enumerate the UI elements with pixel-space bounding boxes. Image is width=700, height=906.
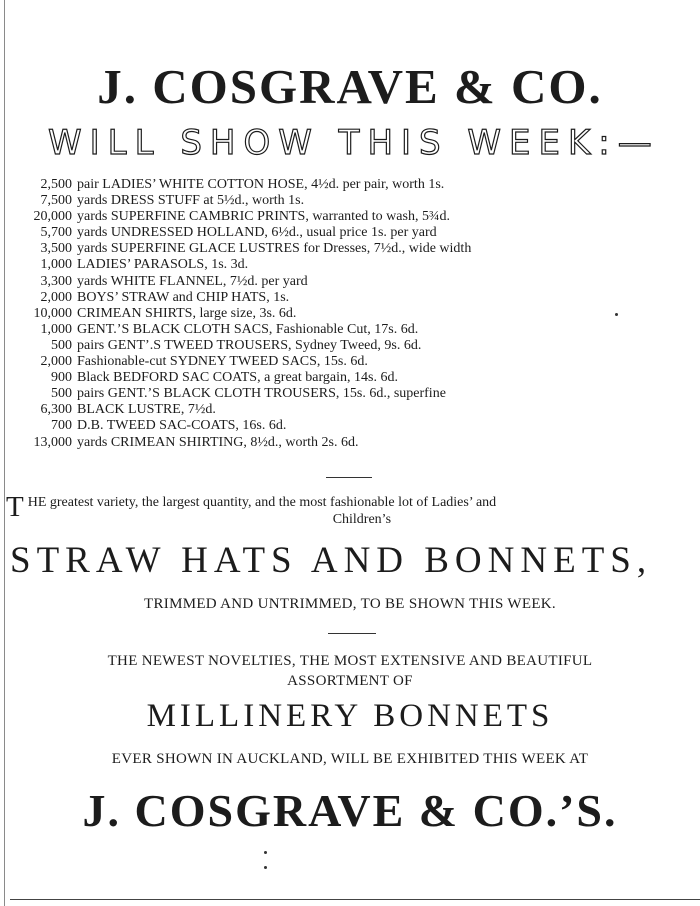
list-item xyxy=(18,370,471,386)
item-description: Fashionable-cut SYDNEY TWEED SACS, 15s. 6d. xyxy=(77,354,368,370)
item-description: LADIES’ PARASOLS, 1s. 3d. xyxy=(77,257,249,273)
list-item xyxy=(18,290,471,306)
drop-cap: T xyxy=(6,491,24,523)
list-item xyxy=(18,177,471,193)
list-item xyxy=(18,402,471,418)
item-quantity: 500 xyxy=(51,337,72,353)
item-description: yards DRESS STUFF at 5½d., worth 1s. xyxy=(77,193,305,209)
item-quantity: 2,500 xyxy=(40,177,72,192)
novelties-line-2: ASSORTMENT OF xyxy=(287,673,413,689)
list-item xyxy=(18,257,471,273)
item-quantity: 700 xyxy=(51,418,72,434)
list-item xyxy=(18,338,471,354)
list-item xyxy=(18,225,471,241)
item-quantity: 900 xyxy=(51,370,72,386)
ink-speck xyxy=(615,313,618,316)
item-quantity: 5,700 xyxy=(40,225,72,241)
item-quantity: 2,000 xyxy=(40,289,72,305)
item-quantity: 10,000 xyxy=(33,305,72,321)
list-item xyxy=(18,322,471,338)
item-quantity: 13,000 xyxy=(33,434,72,450)
item-description: yards WHITE FLANNEL, 7½d. per yard xyxy=(77,273,308,289)
divider-rule xyxy=(328,633,376,634)
item-description: pairs GENT.’S BLACK CLOTH TROUSERS, 15s. 6d., superfine xyxy=(77,386,446,402)
bottom-rule xyxy=(10,899,700,900)
product-list xyxy=(18,177,471,451)
list-item xyxy=(18,306,471,322)
intro-line-2: Children’s xyxy=(332,512,392,527)
item-quantity: 2,000 xyxy=(40,354,72,370)
item-quantity: 500 xyxy=(51,386,72,402)
divider-rule xyxy=(326,477,372,478)
list-item xyxy=(18,274,471,290)
item-description: pair LADIES’ WHITE COTTON HOSE, 4½d. per pair, worth 1s. xyxy=(77,177,445,192)
outlined-subheading: WILL SHOW THIS WEEK:— xyxy=(48,123,660,163)
list-item xyxy=(18,241,471,257)
item-description: yards CRIMEAN SHIRTING, 8½d., worth 2s. 6d. xyxy=(77,434,359,450)
intro-paragraph xyxy=(6,491,696,528)
novelties-line-1: THE NEWEST NOVELTIES, THE MOST EXTENSIVE AND BEAUTIFUL xyxy=(107,653,593,669)
list-item xyxy=(18,418,471,434)
ink-speck xyxy=(264,851,267,854)
millinery-heading: MILLINERY BONNETS xyxy=(146,698,554,734)
item-description: yards SUPERFINE GLACE LUSTRES for Dresses, 7½d., wide width xyxy=(77,241,472,257)
left-margin-rule xyxy=(4,0,5,906)
headline-title: J. COSGRAVE & CO. xyxy=(97,59,603,114)
list-item xyxy=(18,354,471,370)
intro-line-1: HE greatest variety, the largest quantity, and the most fashionable lot of Ladies’ and xyxy=(27,495,497,510)
item-description: CRIMEAN SHIRTS, large size, 3s. 6d. xyxy=(77,305,297,321)
item-quantity: 20,000 xyxy=(33,209,72,225)
item-quantity: 1,000 xyxy=(40,321,72,337)
straw-hats-heading: STRAW HATS AND BONNETS, xyxy=(10,540,653,581)
item-quantity: 1,000 xyxy=(40,257,72,273)
footer-store-name: J. COSGRAVE & CO.’S. xyxy=(82,785,618,836)
item-quantity: 7,500 xyxy=(40,193,72,209)
item-description: BLACK LUSTRE, 7½d. xyxy=(77,402,216,418)
item-quantity: 6,300 xyxy=(40,402,72,418)
item-description: yards SUPERFINE CAMBRIC PRINTS, warranted to wash, 5¾d. xyxy=(77,209,450,225)
item-description: yards UNDRESSED HOLLAND, 6½d., usual price 1s. per yard xyxy=(77,225,437,241)
ever-shown-line: EVER SHOWN IN AUCKLAND, WILL BE EXHIBITED THIS WEEK AT xyxy=(111,751,589,767)
item-description: GENT.’S BLACK CLOTH SACS, Fashionable Cut, 17s. 6d. xyxy=(77,321,419,337)
list-item xyxy=(18,435,471,451)
item-description: BOYS’ STRAW and CHIP HATS, 1s. xyxy=(77,289,290,305)
item-description: D.B. TWEED SAC-COATS, 16s. 6d. xyxy=(77,418,287,434)
item-quantity: 3,500 xyxy=(40,241,72,257)
trimmed-line: TRIMMED AND UNTRIMMED, TO BE SHOWN THIS WEEK. xyxy=(144,596,556,612)
ink-speck xyxy=(264,866,267,869)
item-description: Black BEDFORD SAC COATS, a great bargain, 14s. 6d. xyxy=(77,370,398,386)
item-description: pairs GENT’.S TWEED TROUSERS, Sydney Tweed, 9s. 6d. xyxy=(77,337,422,353)
item-quantity: 3,300 xyxy=(40,273,72,289)
list-item xyxy=(18,193,471,209)
list-item xyxy=(18,209,471,225)
list-item xyxy=(18,386,471,402)
